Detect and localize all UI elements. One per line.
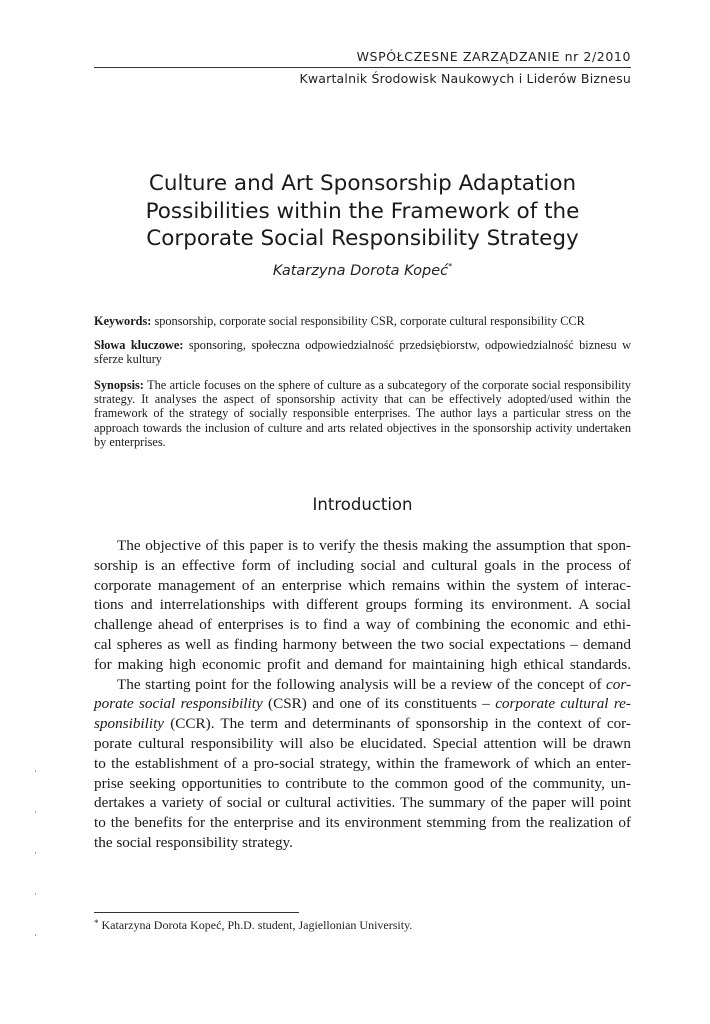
slowa-kluczowe	[94, 338, 631, 366]
margin-dot	[35, 770, 36, 772]
slowa-text: sponsoring, społeczna odpowiedzialność przedsiębiorstw, odpowiedzialność biznesu w sferze kultury	[94, 338, 631, 367]
paragraph-line: prise seeking opportunities to contribute to the common good of the community, un-	[94, 774, 631, 792]
italic-run: sponsibility	[94, 715, 165, 733]
footnote-text: Katarzyna Dorota Kopeć, Ph.D. student, Jagiellonian University.	[101, 918, 413, 932]
slowa-label: Słowa kluczowe:	[94, 338, 184, 352]
synopsis	[94, 378, 631, 449]
title-line: Corporate Social Responsibility Strategy	[146, 226, 579, 251]
synopsis-label: Synopsis:	[94, 378, 144, 392]
footnote-rule	[94, 912, 299, 913]
body-text	[94, 536, 631, 853]
italic-run: cor-	[606, 675, 631, 693]
keywords-label: Keywords:	[94, 314, 152, 328]
author-line	[94, 262, 631, 279]
paragraph-line: porate cultural responsibility will also be elucidated. Special attention will be drawn	[94, 734, 631, 752]
paragraph-line: The objective of this paper is to verify the thesis making the assumption that spon-	[117, 537, 631, 554]
paragraph-line: the social responsibility strategy.	[94, 833, 293, 851]
paragraph-line: challenge ahead of enterprises is to find a way of combining the economic and ethi-	[94, 616, 631, 634]
journal-header: WSPÓŁCZESNE ZARZĄDZANIE nr 2/2010	[356, 49, 631, 64]
paragraph-line	[94, 675, 631, 695]
keywords	[94, 314, 631, 328]
paragraph-line: cal spheres as well as finding harmony between the two social expectations – demand	[94, 635, 631, 653]
author-footnote-mark: *	[448, 262, 453, 271]
margin-marks	[35, 770, 36, 975]
title-line: Possibilities within the Framework of the	[145, 198, 580, 224]
synopsis-text: The article focuses on the sphere of culture as a subcategory of the corporate social responsibility strategy. It analyses the aspect of sponsorship activity that can be effectively adopted/used within the framework of the strategy of socially responsible enterprises. The author lays a particular stress on the approach towards the inclusion of culture and arts related objectives in the sponsorship activity undertaken by enterprises.	[94, 378, 632, 449]
italic-run: corporate cultural re-	[495, 695, 631, 713]
margin-dot	[35, 811, 36, 813]
margin-dot	[35, 893, 36, 895]
paragraph-line: for making high economic profit and demand for maintaining high ethical standards.	[94, 655, 631, 673]
paragraph-line: to the establishment of a pro-social strategy, within the framework of which an enter-	[94, 754, 631, 772]
paragraph-line	[94, 714, 631, 734]
paragraph-line: tions and interrelationships with different groups forming its environment. A social	[94, 596, 631, 614]
paragraph-line	[94, 694, 631, 714]
italic-run: porate social responsibility	[94, 695, 263, 713]
paragraph-line: sorship is an effective form of including social and cultural goals in the process of	[94, 556, 631, 574]
header-rule	[94, 67, 631, 68]
text-run: (CSR) and one of its constituents –	[262, 695, 496, 713]
journal-subtitle: Kwartalnik Środowisk Naukowych i Liderów Biznesu	[299, 71, 631, 86]
paragraph-line: to the benefits for the enterprise and its environment stemming from the realization of	[94, 814, 631, 832]
footnote	[94, 918, 631, 933]
article-title	[94, 170, 631, 253]
paragraph-line: dertakes a variety of social or cultural activities. The summary of the paper will point	[94, 794, 631, 812]
paragraph-line: corporate management of an enterprise which remains within the system of interac-	[94, 576, 631, 594]
keywords-text: sponsorship, corporate social responsibility CSR, corporate cultural responsibility CCR	[154, 314, 585, 328]
margin-dot	[35, 934, 36, 936]
text-run: The starting point for the following analysis will be a review of the concept of	[117, 675, 606, 693]
title-line: Culture and Art Sponsorship Adaptation	[148, 171, 577, 196]
author-name: Katarzyna Dorota Kopeć	[272, 263, 449, 279]
text-run: (CCR). The term and determinants of sponsorship in the context of cor-	[164, 715, 631, 733]
footnote-mark: *	[94, 918, 99, 928]
margin-dot	[35, 852, 36, 854]
section-heading: Introduction	[312, 495, 413, 514]
